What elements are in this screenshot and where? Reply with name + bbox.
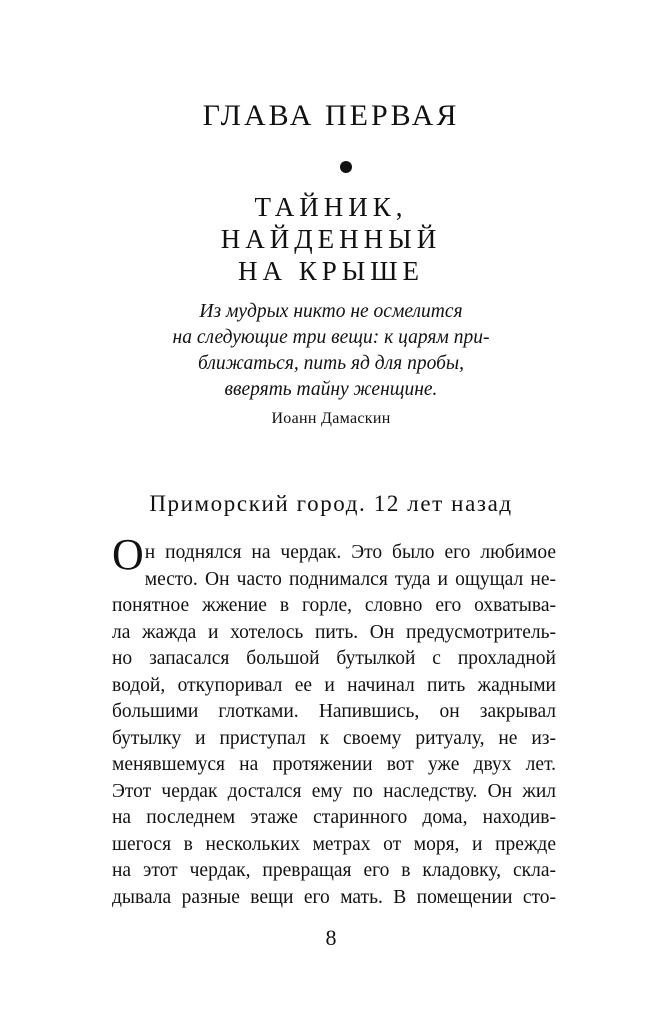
body-line: Этот чердак достался ему по наследству. Он жил	[112, 780, 556, 802]
body-line: н поднялся на чердак. Это было его любимое	[144, 542, 556, 563]
bullet-ornament	[340, 161, 352, 173]
body-line: водой, откупоривал ее и начинал пить жадными	[112, 674, 556, 696]
epigraph-author: Иоанн Дамаскин	[271, 410, 391, 427]
body-line: большими глотками. Напившись, он закрывал	[112, 701, 556, 722]
epigraph	[0, 299, 662, 403]
body-line: ла жажда и хотелось пить. Он предусмотритель-	[112, 621, 556, 643]
epigraph-line: на следующие три вещи: к царям при-	[172, 327, 490, 348]
chapter-subtitle	[0, 191, 662, 287]
body-line: бутылку и приступал к своему ритуалу, не из-	[112, 727, 556, 749]
chapter-title: ГЛАВА ПЕРВАЯ	[202, 99, 460, 132]
drop-cap: О	[112, 530, 144, 579]
body-line: шегося в нескольких метрах от моря, и прежде	[112, 833, 556, 855]
body-line: на последнем этаже старинного дома, находив-	[112, 807, 556, 828]
section-heading: Приморский город. 12 лет назад	[149, 491, 513, 516]
subtitle-line: НА КРЫШЕ	[237, 256, 425, 286]
subtitle-line: ТАЙНИК,	[254, 192, 408, 222]
body-line: понятное жжение в горле, словно его охватыва-	[112, 595, 556, 616]
body-text	[112, 530, 556, 911]
epigraph-line: Из мудрых никто не осмелится	[199, 301, 463, 322]
body-line: место. Он часто поднимался туда и ощущал не-	[144, 568, 556, 590]
body-line: на этот чердак, превращая его в кладовку, скла-	[112, 860, 556, 881]
body-line: но запасался большой бутылкой с прохладной	[112, 648, 556, 669]
epigraph-line: вверять тайну женщине.	[224, 379, 438, 400]
body-line: дывала разные вещи его мать. В помещении сто-	[112, 886, 556, 908]
epigraph-line: ближаться, пить яд для пробы,	[198, 353, 464, 374]
subtitle-line: НАЙДЕННЫЙ	[220, 224, 442, 254]
body-line: менявшемуся на протяжении вот уже двух лет.	[112, 754, 556, 775]
page-number: 8	[325, 925, 337, 950]
